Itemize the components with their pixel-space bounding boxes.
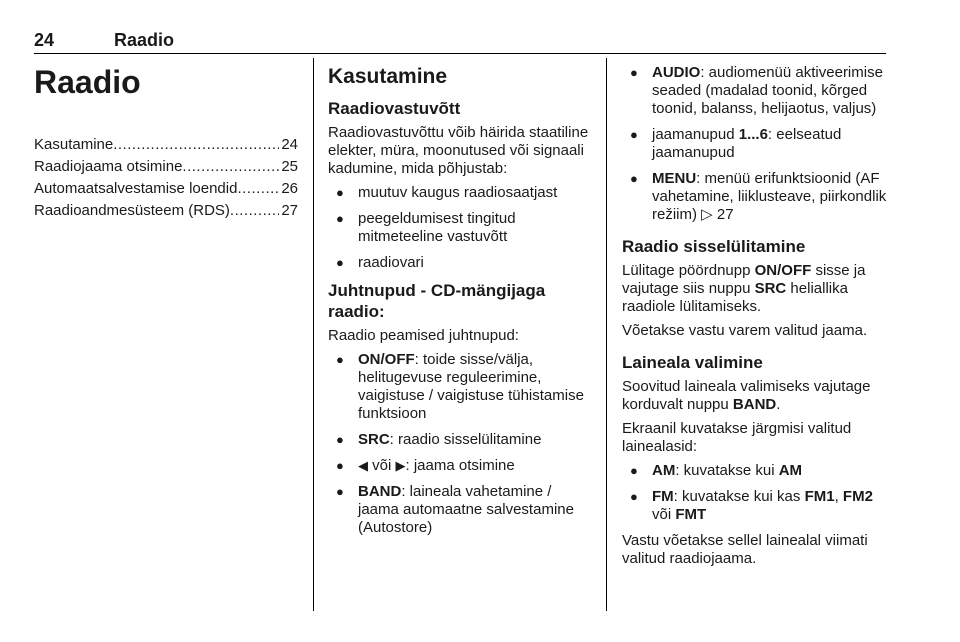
column-1 bbox=[34, 64, 298, 222]
bullet-icon: ● bbox=[630, 127, 638, 142]
bullet-icon: ● bbox=[630, 489, 638, 504]
paragraph: Soovitud laineala valimiseks vajutage korduvalt nuppu BAND. bbox=[622, 378, 871, 413]
paragraph: Lülitage pöördnupp ON/OFF sisse ja vajutage siis nuppu SRC heliallika raadiole lülitamiseks. bbox=[622, 262, 866, 315]
bullet-icon: ● bbox=[336, 211, 344, 226]
toc-label: Raadioandmesüsteem (RDS) bbox=[34, 202, 230, 219]
paragraph: Raadio peamised juhtnupud: bbox=[328, 327, 519, 344]
section-title: Kasutamine bbox=[328, 65, 448, 88]
list-item: ● peegeldumisest tingitud mitmeteeline vastuvõtt bbox=[336, 210, 516, 245]
subsection-title: Laineala valimine bbox=[622, 353, 763, 372]
left-arrow-icon: ◀ bbox=[358, 458, 368, 473]
toc-page: 24 bbox=[281, 136, 298, 153]
list-item: ● AUDIO: audiomenüü aktiveerimise seaded (madalad toonid, kõrged toonid, balanss, helijaotus, valjus) bbox=[630, 64, 883, 117]
toc-entry[interactable] bbox=[34, 156, 298, 178]
list-item: ● SRC: raadio sisselülitamine bbox=[336, 431, 542, 448]
paragraph: Ekraanil kuvatakse järgmisi valitud lainealasid: bbox=[622, 420, 852, 455]
toc-leader bbox=[113, 134, 279, 156]
chapter-title: Raadio bbox=[34, 64, 141, 100]
toc-leader bbox=[237, 178, 279, 200]
bullet-icon: ● bbox=[630, 65, 638, 80]
bullet-icon: ● bbox=[336, 432, 344, 447]
bullet-list bbox=[622, 64, 890, 224]
toc-label: Kasutamine bbox=[34, 136, 114, 153]
bullet-list bbox=[328, 351, 590, 537]
column-divider-1 bbox=[313, 58, 314, 611]
toc-entry[interactable] bbox=[34, 178, 298, 200]
column-3 bbox=[622, 64, 890, 574]
subsection-title: Juhtnupud - CD-mängijaga raadio: bbox=[328, 281, 546, 321]
subsection-title: Raadio sisselülitamine bbox=[622, 237, 806, 256]
bullet-icon: ● bbox=[336, 255, 344, 270]
bullet-icon: ● bbox=[630, 171, 638, 186]
toc-label: Automaatsalvestamise loendid bbox=[34, 180, 238, 197]
toc-label: Raadiojaama otsimine bbox=[34, 158, 183, 175]
toc-entry[interactable] bbox=[34, 134, 298, 156]
subsection-title: Raadiovastuvõtt bbox=[328, 99, 461, 118]
paragraph: Võetakse vastu varem valitud jaama. bbox=[622, 322, 868, 339]
table-of-contents bbox=[34, 134, 298, 222]
toc-page: 27 bbox=[281, 202, 298, 219]
toc-page: 25 bbox=[281, 158, 298, 175]
list-item: ● raadiovari bbox=[336, 254, 424, 271]
list-item: ● BAND: laineala vahetamine / jaama automaatne salvestamine (Autostore) bbox=[336, 483, 574, 536]
bullet-icon: ● bbox=[336, 484, 344, 499]
list-item: ● muutuv kaugus raadiosaatjast bbox=[336, 184, 558, 201]
toc-page: 26 bbox=[281, 180, 298, 197]
list-item: ● MENU: menüü erifunktsioonid (AF vahetamine, liiklusteave, piirkondlik režiim) ▷ 27 bbox=[630, 170, 887, 223]
right-arrow-icon: ▶ bbox=[395, 458, 406, 473]
bullet-icon: ● bbox=[336, 352, 344, 367]
toc-entry[interactable] bbox=[34, 200, 298, 222]
toc-leader bbox=[230, 200, 279, 222]
list-item: ● ◀ või ▶: jaama otsimine bbox=[336, 457, 515, 474]
list-item: ● AM: kuvatakse kui AM bbox=[630, 462, 803, 479]
page-reference[interactable]: 27 bbox=[712, 206, 734, 223]
page-reference-icon: ▷ bbox=[701, 206, 713, 223]
page-number: 24 bbox=[34, 30, 55, 50]
list-item: ● FM: kuvatakse kui kas FM1, FM2 või FMT bbox=[630, 488, 873, 523]
bullet-icon: ● bbox=[336, 458, 344, 473]
bullet-icon: ● bbox=[336, 185, 344, 200]
list-item: ● jaamanupud 1...6: eelseatud jaamanupud bbox=[630, 126, 842, 161]
toc-leader bbox=[182, 156, 279, 178]
page-header bbox=[34, 30, 886, 54]
bullet-list bbox=[622, 462, 890, 524]
running-title: Raadio bbox=[114, 30, 175, 50]
paragraph: Vastu võetakse sellel lainealal viimati valitud raadiojaama. bbox=[622, 532, 868, 567]
bullet-list bbox=[328, 184, 590, 272]
column-2 bbox=[328, 64, 590, 545]
bullet-icon: ● bbox=[630, 463, 638, 478]
paragraph: Raadiovastuvõttu võib häirida staatiline elekter, müra, moonutused või signaali kadumine, mida põhjustab: bbox=[328, 124, 589, 177]
column-divider-2 bbox=[606, 58, 607, 611]
list-item: ● ON/OFF: toide sisse/välja, helitugevuse reguleerimine, vaigistuse / vaigistuse tühistamise funktsioon bbox=[336, 351, 584, 422]
